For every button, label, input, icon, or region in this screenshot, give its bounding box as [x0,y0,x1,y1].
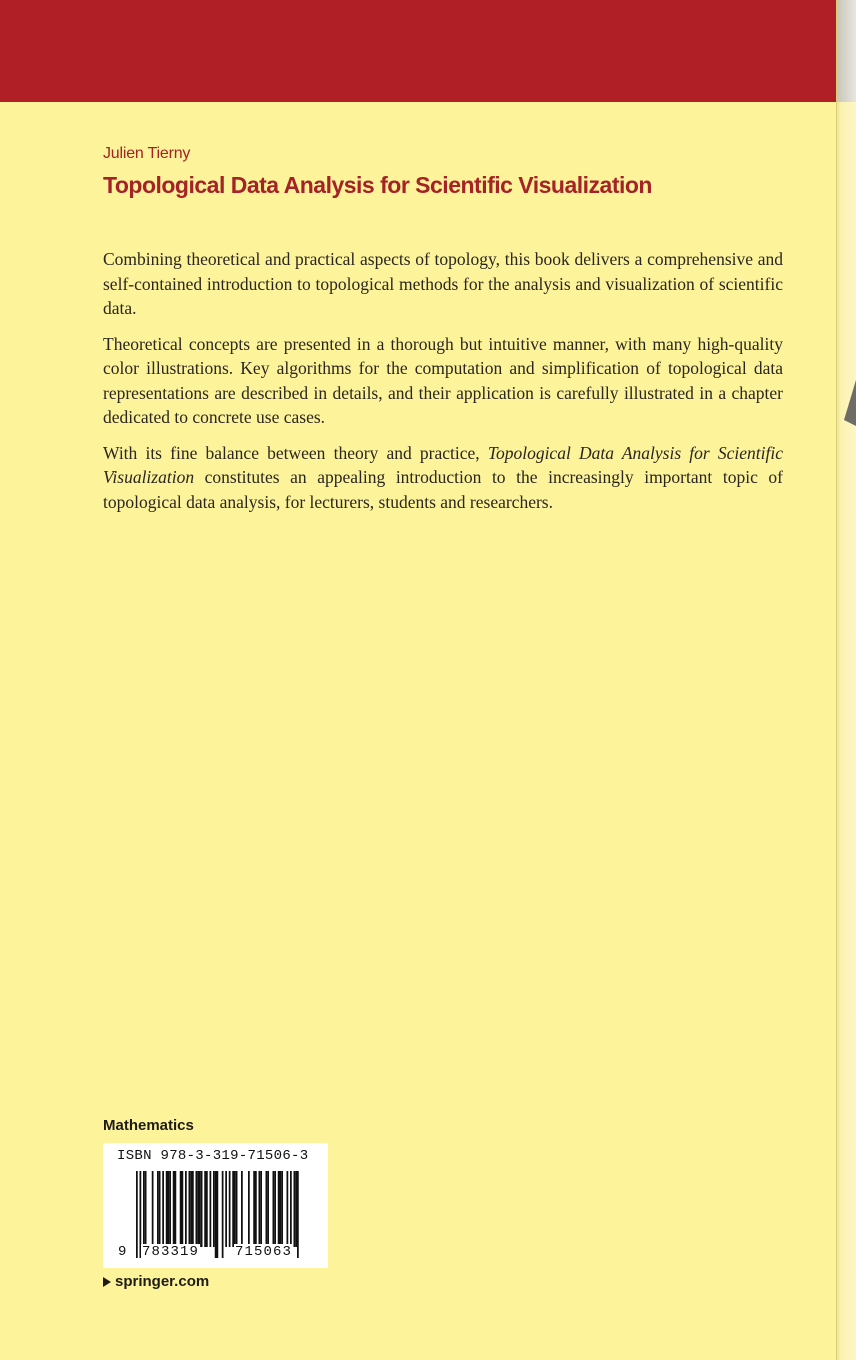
barcode-bar [201,1171,203,1247]
barcode-bar [274,1171,276,1247]
publisher-website[interactable] [103,1273,209,1290]
book-title: Topological Data Analysis for Scientific Visualization [103,172,652,198]
barcode-bar [248,1171,250,1247]
barcode-bar [159,1171,161,1247]
barcode-bar [175,1171,177,1247]
barcode-bar [232,1171,234,1247]
barcode-bar [182,1171,184,1247]
barcode-bar [287,1171,289,1247]
barcode-bar [229,1171,231,1247]
barcode-bar [210,1171,212,1247]
barcode-bar [297,1171,299,1258]
spine-edge [836,0,856,1360]
barcode-bar [236,1171,238,1247]
barcode-bar [157,1171,159,1247]
barcode-bar [294,1171,296,1247]
barcode-bar [185,1171,187,1247]
barcode-bar [136,1171,138,1258]
barcode-bar [189,1171,191,1247]
barcode-bar [192,1171,194,1247]
barcode-bar [199,1171,201,1247]
barcode-bar [255,1171,257,1247]
barcode-bar [241,1171,243,1247]
barcode-bar [206,1171,208,1247]
barcode-bar [213,1171,215,1247]
description [103,247,783,525]
description-paragraph-1: Combining theoretical and practical aspects of topology, this book delivers a comprehensive and self-contained introduction to topological methods for the analysis and visualization of scientific data. [103,249,783,318]
paragraph-3-text-end: constitutes an appealing introduction to the increasingly important topic of topological data analysis, for lecturers, students and researchers. [103,467,783,512]
barcode-bar [253,1171,255,1247]
barcode-lead-digit: 9 [118,1244,128,1260]
barcode-bar [166,1171,168,1247]
barcode-bar [217,1171,219,1258]
barcode-bar [190,1171,192,1247]
barcode-bar [234,1171,236,1247]
isbn-label: ISBN 978-3-319-71506-3 [117,1148,309,1164]
top-color-band [0,0,836,102]
paragraph-3-book-title: Topological Data Analysis for Scientific Visualization [103,442,783,487]
barcode-bar [222,1171,224,1258]
description-paragraph-3 [103,441,783,515]
barcode-bar [168,1171,170,1247]
barcode-bar [225,1171,227,1247]
barcode-bar [196,1171,198,1247]
barcode-bar [145,1171,147,1247]
barcode-bar [259,1171,261,1247]
author-name: Julien Tierny [103,145,191,162]
spine-graphic-fragment [844,380,856,426]
barcode-bar [290,1171,292,1247]
paragraph-3-text-start: With its fine balance between theory and practice, [103,442,488,463]
barcode-bar [215,1171,217,1258]
barcode-bar [260,1171,262,1247]
barcode-bar [266,1171,268,1247]
barcode-bar [280,1171,282,1247]
isbn-barcode [103,1143,328,1268]
barcode-bar [143,1171,145,1247]
description-paragraph-2: Theoretical concepts are presented in a thorough but intuitive manner, with many high-quality color illustrations. Key algorithms for the computation and simplification of topological data representations are described in details, and their application is carefully illustrated in a chapter dedicated to concrete use cases. [103,333,783,427]
barcode-bar [152,1171,154,1247]
barcode-left-digits: 783319 [142,1244,200,1260]
barcode-right-digits: 715063 [235,1244,293,1260]
barcode-bar [162,1171,164,1247]
spine-top-gray [837,0,856,102]
barcode-bar [267,1171,269,1247]
barcode-bar [180,1171,182,1247]
barcode-bar [173,1171,175,1247]
subject-category: Mathematics [103,1117,194,1134]
arrow-right-icon [103,1277,111,1287]
barcode-bar [273,1171,275,1247]
barcode-bar [281,1171,283,1247]
barcode-bar [169,1171,171,1247]
barcode-bar [278,1171,280,1247]
barcode-bar [295,1171,297,1247]
website-label: springer.com [115,1273,210,1290]
barcode-bar [197,1171,199,1247]
barcode-bar [204,1171,206,1247]
